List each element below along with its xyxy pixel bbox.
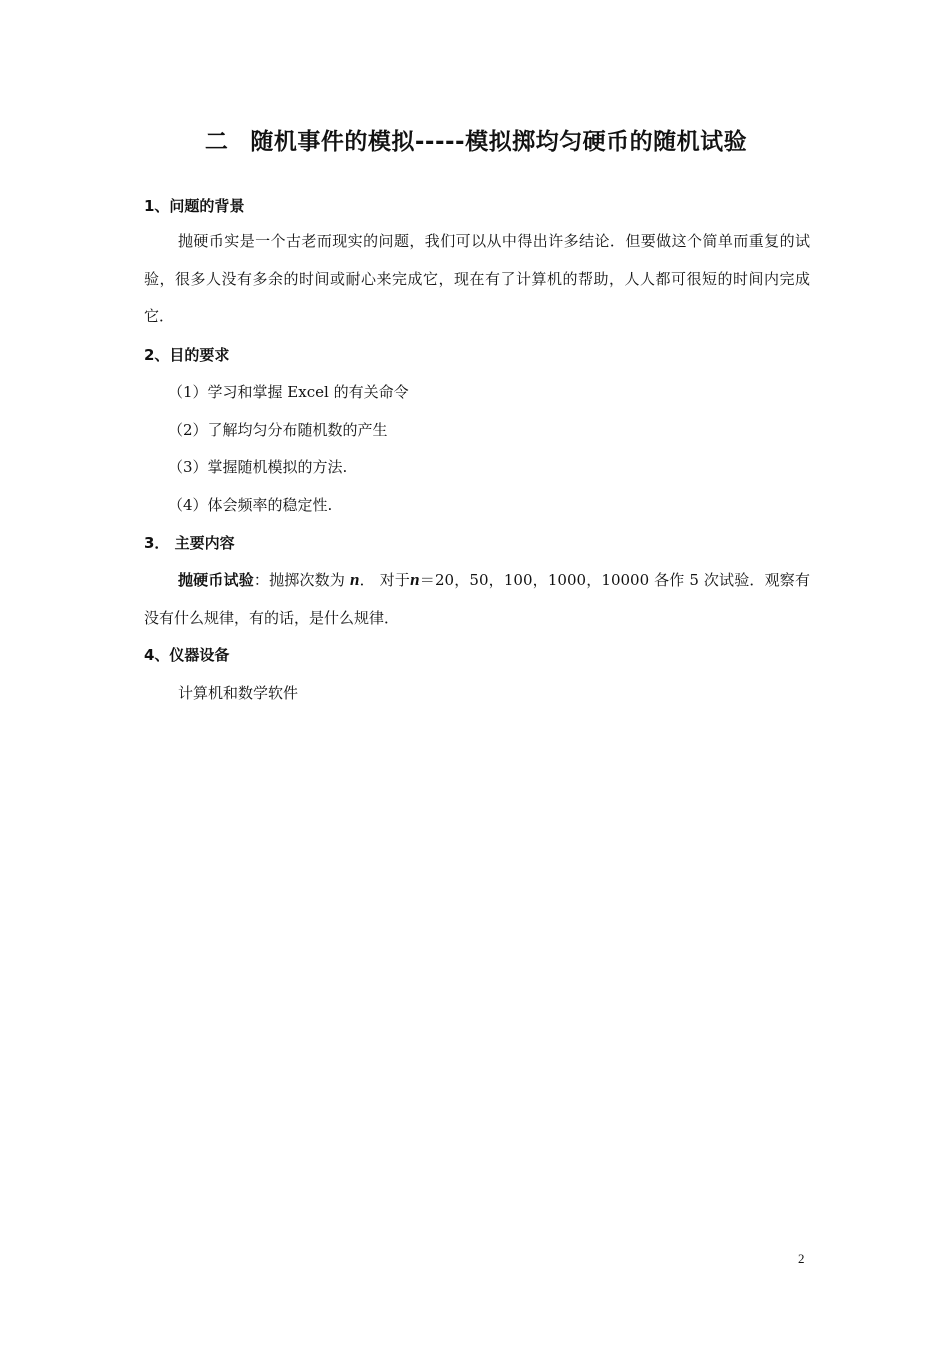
content-paragraph bbox=[144, 561, 810, 637]
content-text-3: ＝20，50，100，1000，10000 各作 5 次试验．观察有没有什么规律，有的话，是什么规律． bbox=[144, 571, 810, 627]
section-heading-requirements: 2、目的要求 bbox=[144, 346, 230, 364]
section-heading-content: 3． 主要内容 bbox=[144, 534, 235, 552]
requirement-item: （1）学习和掌握 Excel 的有关命令 bbox=[168, 383, 409, 401]
equipment-text: 计算机和数学软件 bbox=[178, 684, 299, 702]
content-lead: 抛硬币试验 bbox=[178, 571, 254, 589]
variable-n-2: n bbox=[410, 570, 420, 589]
requirement-item: （2）了解均匀分布随机数的产生 bbox=[168, 421, 388, 439]
variable-n: n bbox=[349, 570, 360, 589]
section-heading-equipment: 4、仪器设备 bbox=[144, 646, 230, 664]
section-heading-background: 1、问题的背景 bbox=[144, 197, 245, 215]
background-paragraph: 抛硬币实是一个古老而现实的问题，我们可以从中得出许多结论．但要做这个简单而重复的试验，很多人没有多余的时间或耐心来完成它，现在有了计算机的帮助，人人都可很短的时间内完成它． bbox=[144, 232, 810, 325]
content-text-1: ：抛掷次数为 bbox=[253, 571, 350, 589]
title-number: 二 bbox=[204, 129, 229, 155]
content-text-2: ． 对于 bbox=[359, 571, 411, 589]
page-title bbox=[0, 124, 952, 160]
requirement-item: （4）体会频率的稳定性. bbox=[168, 496, 333, 514]
page-number: 2 bbox=[798, 1251, 805, 1266]
requirement-item: （3）掌握随机模拟的方法. bbox=[168, 458, 348, 476]
title-text: 随机事件的模拟-----模拟掷均匀硬币的随机试验 bbox=[250, 129, 748, 155]
